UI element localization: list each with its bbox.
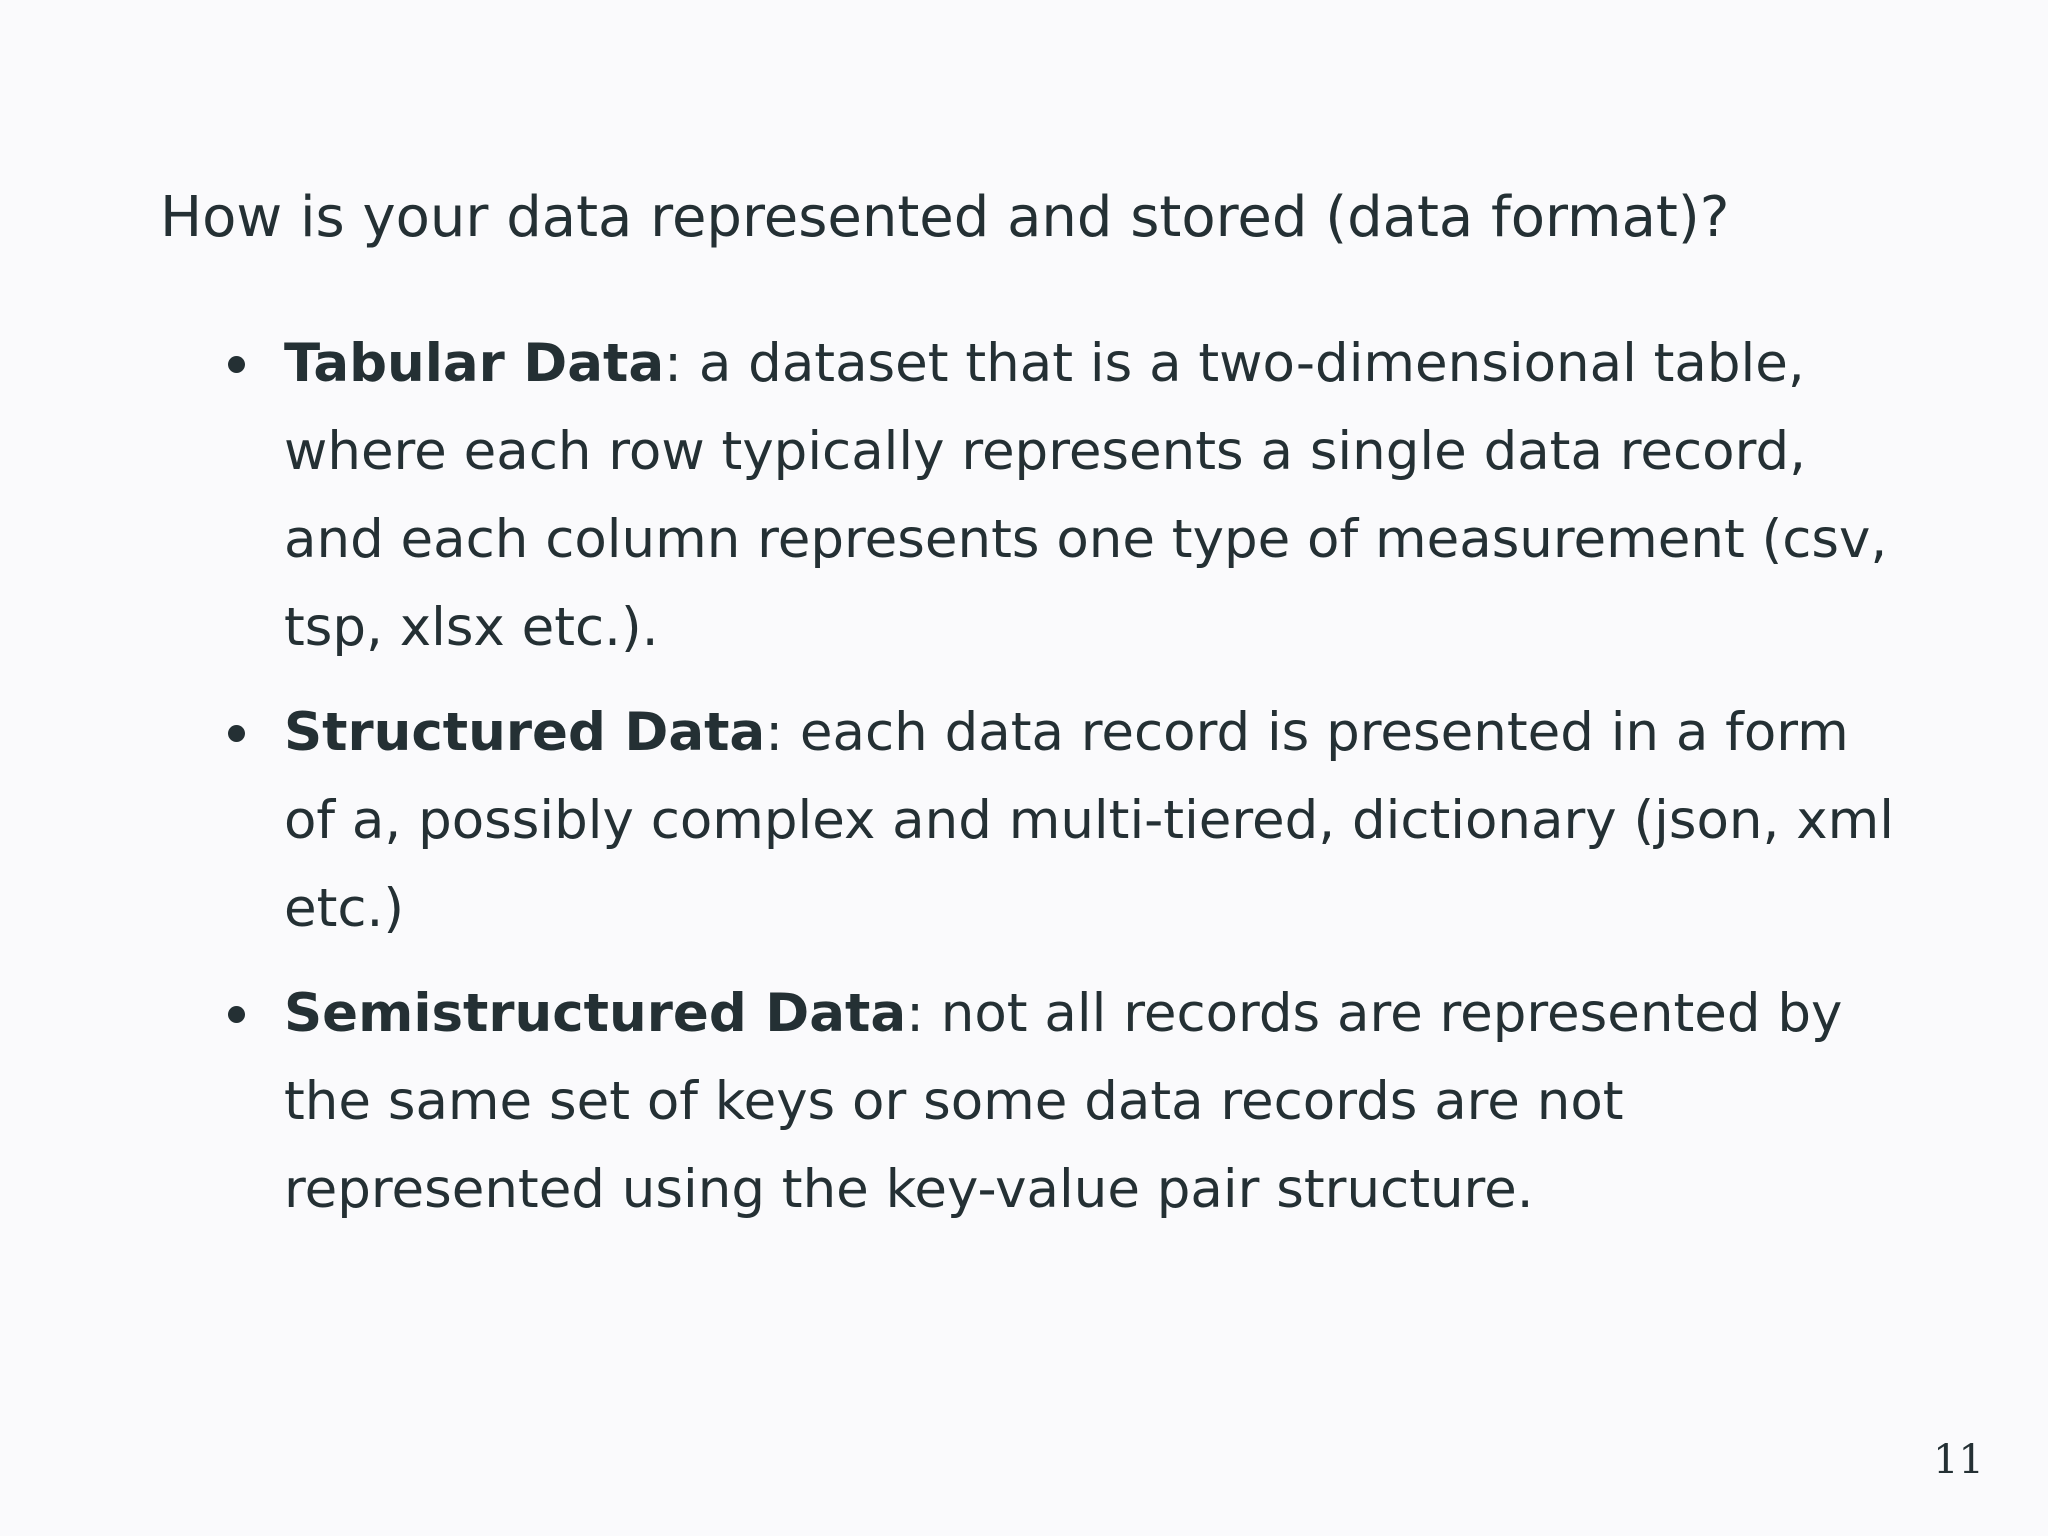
- term-separator: :: [664, 333, 682, 394]
- bullet-description: each data record is presented in a form of a, possibly complex and multi-tiered, dictionary (json, xml etc.): [284, 702, 1894, 939]
- bullet-icon: [228, 1006, 245, 1023]
- bullet-description: a dataset that is a two-dimensional table, where each row typically represents a single data record, and each column represents one type of measurement (csv, tsp, xlsx etc.).: [284, 333, 1888, 658]
- list-item-tabular-data: [218, 320, 1898, 672]
- bullet-term: Semistructured Data: [284, 983, 907, 1044]
- bullet-icon: [228, 356, 245, 373]
- term-separator: :: [765, 702, 784, 763]
- bullet-description: not all records are represented by the same set of keys or some data records are not represented using the key-value pair structure.: [284, 983, 1843, 1220]
- list-item-semistructured-data: [218, 970, 1898, 1234]
- bullet-icon: [228, 725, 245, 742]
- data-format-list: [218, 320, 1898, 1251]
- term-separator: :: [906, 983, 924, 1044]
- list-item-structured-data: [218, 689, 1898, 953]
- slide-question: How is your data represented and stored (data format)?: [160, 185, 1730, 250]
- page-number: 11: [1933, 1437, 1984, 1483]
- bullet-term: Tabular Data: [284, 333, 665, 394]
- bullet-term: Structured Data: [284, 702, 766, 763]
